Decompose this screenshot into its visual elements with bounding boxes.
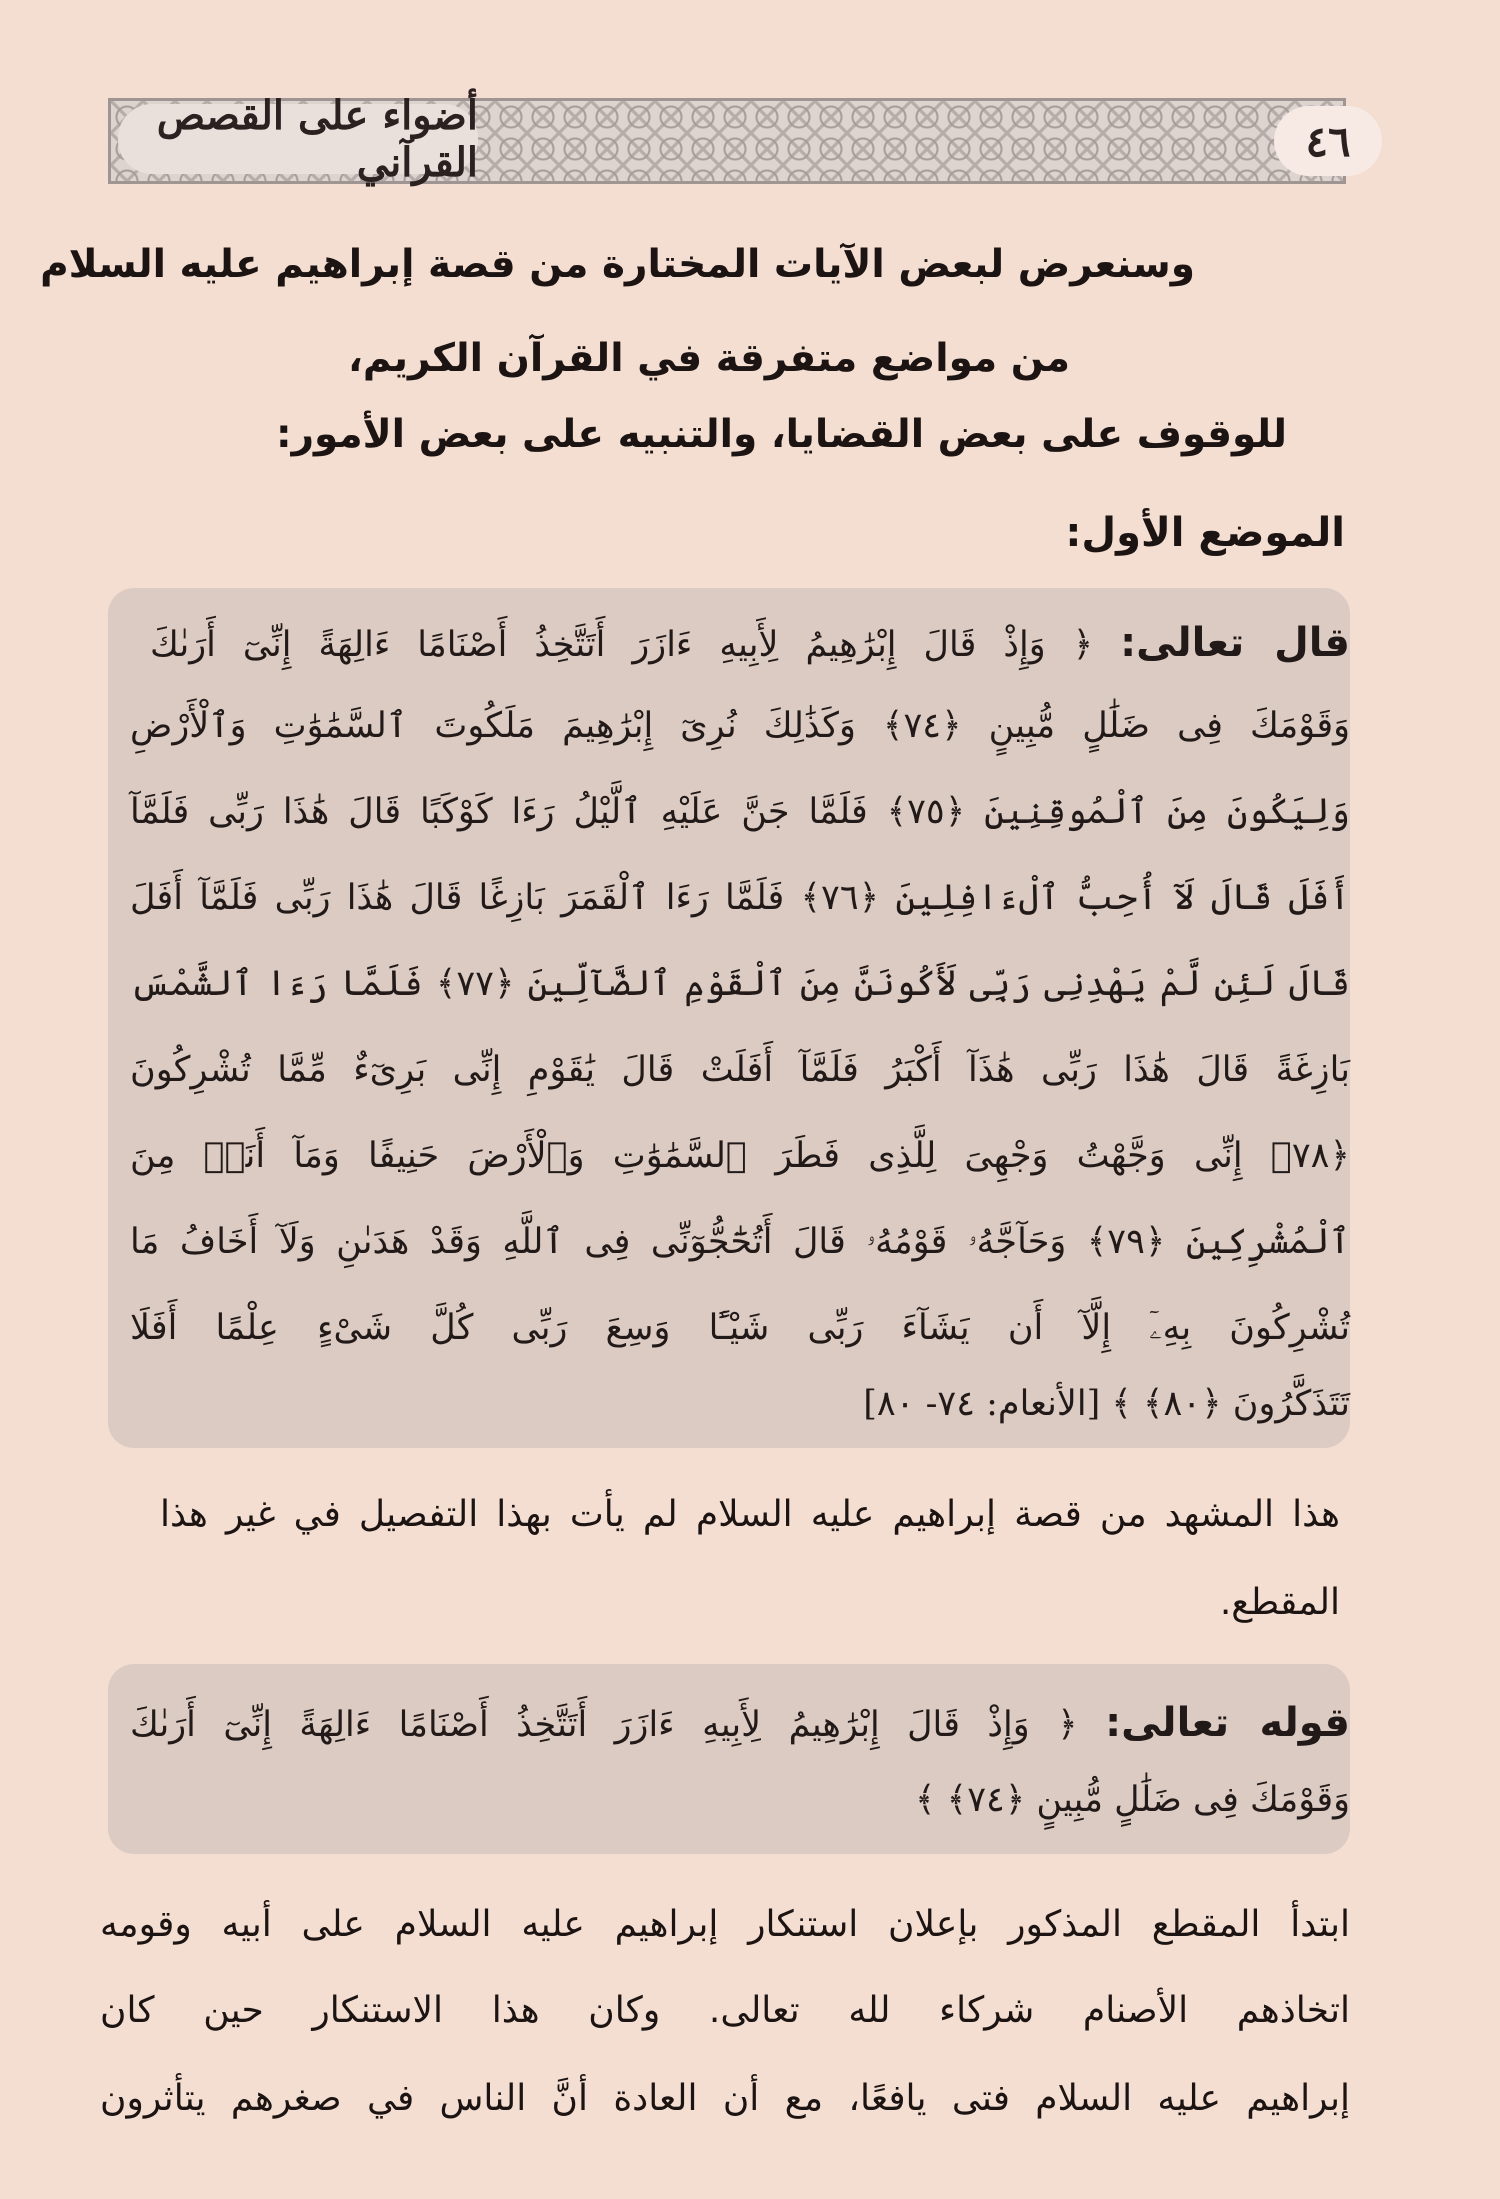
verse-lead: قال تعالى: xyxy=(1120,620,1350,666)
running-title: أضواء على القصص القرآني xyxy=(118,104,478,174)
paragraph-line: ابتدأ المقطع المذكور بإعلان استنكار إبراهيم عليه السلام على أبيه وقومه xyxy=(100,1904,1350,1945)
verse-line: ﴿٧٨﴾ إِنِّى وَجَّهْتُ وَجْهِىَ لِلَّذِى فَطَرَ ٱلسَّمَٰوَٰتِ وَٱلْأَرْضَ حَنِيفًا وَمَآ أَنَا۠ مِنَ xyxy=(130,1136,1350,1176)
verse-line: ٱلْمُشْرِكِينَ ﴿٧٩﴾ وَحَآجَّهُۥ قَوْمُهُۥ قَالَ أَتُحَٰٓجُّوٓنِّى فِى ٱللَّهِ وَقَدْ هَدَىٰنِ وَلَآ أَخَافُ مَا xyxy=(130,1222,1350,1262)
verse-text: ﴿ وَإِذْ قَالَ إِبْرَٰهِيمُ لِأَبِيهِ ءَازَرَ أَتَتَّخِذُ أَصْنَامًا ءَالِهَةً إِنِّىٓ أَرَىٰكَ xyxy=(150,625,1094,665)
paragraph-line: إبراهيم عليه السلام فتى يافعًا، مع أن العادة أنَّ الناس في صغرهم يتأثرون xyxy=(100,2078,1350,2119)
paragraph-line: المقطع. xyxy=(1219,1582,1340,1623)
paragraph-line: اتخاذهم الأصنام شركاء لله تعالى. وكان هذا الاستنكار حين كان xyxy=(100,1990,1350,2031)
verse-line: وَقَوْمَكَ فِى ضَلَٰلٍ مُّبِينٍ ﴿٧٤﴾ ﴾ xyxy=(915,1780,1350,1820)
page-number: ٤٦ xyxy=(1274,106,1382,176)
verse-line: أَفَلَ قَالَ لَآ أُحِبُّ ٱلْءَافِلِينَ ﴿٧٦﴾ فَلَمَّا رَءَا ٱلْقَمَرَ بَازِغًا قَالَ هَٰذَا رَبِّى فَلَمَّآ أَفَلَ xyxy=(130,878,1350,918)
intro-line: وسنعرض لبعض الآيات المختارة من قصة إبراهيم عليه السلام xyxy=(40,242,1195,287)
verse-line: وَلِيَكُونَ مِنَ ٱلْمُوقِنِينَ ﴿٧٥﴾ فَلَمَّا جَنَّ عَلَيْهِ ٱلَّيْلُ رَءَا كَوْكَبًا قَالَ هَٰذَا رَبِّى فَلَمَّآ xyxy=(130,792,1350,832)
verse-line: تَتَذَكَّرُونَ ﴿٨٠﴾ ﴾ [الأنعام: ٧٤- ٨٠] xyxy=(863,1384,1350,1424)
verse-line xyxy=(150,620,1350,666)
verse-line: وَقَوْمَكَ فِى ضَلَٰلٍ مُّبِينٍ ﴿٧٤﴾ وَكَذَٰلِكَ نُرِىٓ إِبْرَٰهِيمَ مَلَكُوتَ ٱلسَّمَٰوَٰتِ وَٱلْأَرْضِ xyxy=(130,706,1350,746)
verse-line: قَالَ لَئِن لَّمْ يَهْدِنِى رَبِّى لَأَكُونَنَّ مِنَ ٱلْقَوْمِ ٱلضَّآلِّينَ ﴿٧٧﴾ فَلَمَّا رَءَا ٱلشَّمْسَ xyxy=(130,964,1350,1004)
verse-line xyxy=(130,1700,1350,1746)
paragraph-line: هذا المشهد من قصة إبراهيم عليه السلام لم يأت بهذا التفصيل في غير هذا xyxy=(160,1494,1340,1535)
quran-verse-box xyxy=(108,588,1350,1448)
intro-line: للوقوف على بعض القضايا، والتنبيه على بعض الأمور: xyxy=(275,412,1287,457)
verse-text: ﴿ وَإِذْ قَالَ إِبْرَٰهِيمُ لِأَبِيهِ ءَازَرَ أَتَتَّخِذُ أَصْنَامًا ءَالِهَةً إِنِّىٓ أَرَىٰكَ xyxy=(130,1705,1078,1745)
verse-line: بَازِغَةً قَالَ هَٰذَا رَبِّى هَٰذَآ أَكْبَرُ فَلَمَّآ أَفَلَتْ قَالَ يَٰقَوْمِ إِنِّى بَرِىٓءٌ مِّمَّا تُشْرِكُونَ xyxy=(130,1050,1350,1090)
intro-line: من مواضع متفرقة في القرآن الكريم، xyxy=(348,336,1070,381)
section-heading: الموضع الأول: xyxy=(1065,510,1345,556)
quran-verse-box xyxy=(108,1664,1350,1854)
verse-line: تُشْرِكُونَ بِهِۦٓ إِلَّآ أَن يَشَآءَ رَبِّى شَيْـًٔا وَسِعَ رَبِّى كُلَّ شَىْءٍ عِلْمًا أَفَلَا xyxy=(130,1308,1350,1348)
verse-lead: قوله تعالى: xyxy=(1105,1700,1350,1746)
